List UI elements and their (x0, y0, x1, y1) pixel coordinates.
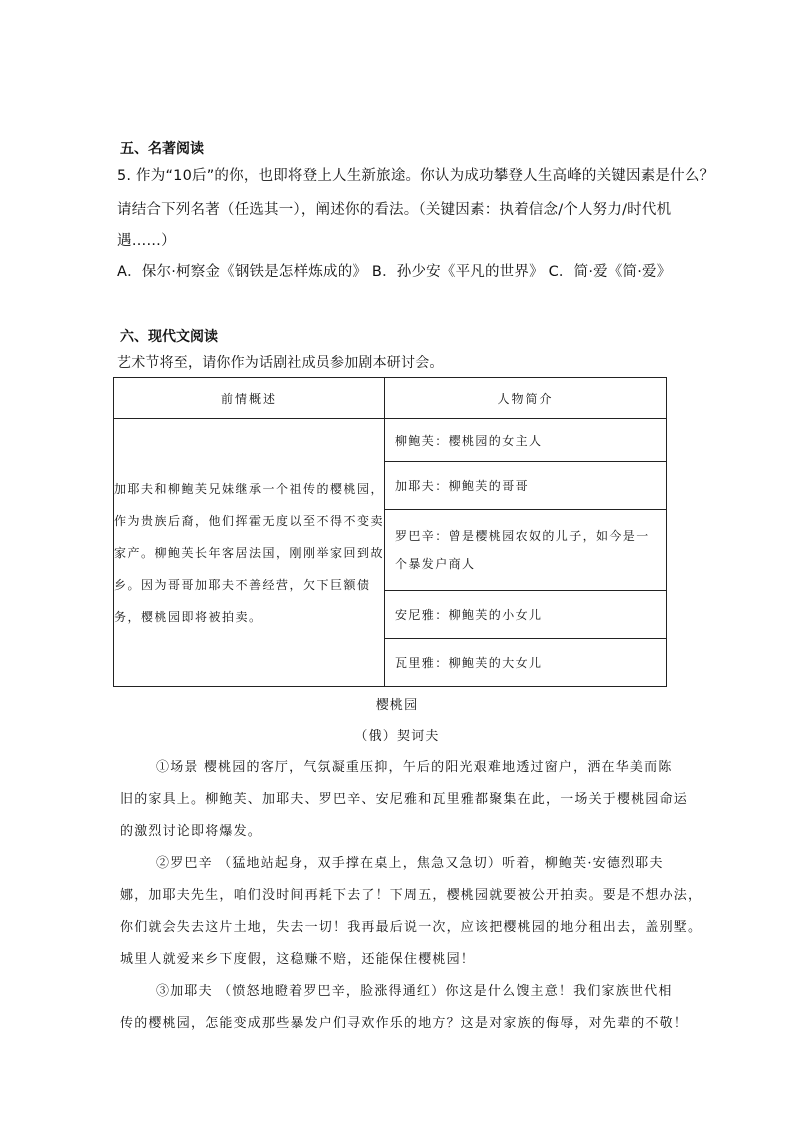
question-line-1: 5. 作为“10后”的你，也即将登上人生新旅途。你认为成功攀登人生高峰的关键因素是什么？ (117, 168, 715, 184)
question-line-2: 请结合下列名著（任选其一），阐述你的看法。（关键因素：执着信念/个人努力/时代机 (117, 202, 672, 218)
play-author: （俄）契诃夫 (354, 729, 440, 744)
character-text: 瓦里雅：柳鲍芙的大女儿 (395, 656, 543, 670)
character-text: 安尼雅：柳鲍芙的小女儿 (395, 608, 543, 622)
paragraph-2-line-3: 你们就会失去这片土地，失去一切！我再最后说一次，应该把樱桃园的地分租出去，盖别墅。 (120, 920, 703, 935)
book-options: A．保尔·柯察金《钢铁是怎样炼成的》 B．孙少安《平凡的世界》 C．简·爱《简·爱》 (117, 264, 672, 280)
character-text: 柳鲍芙：樱桃园的女主人 (395, 433, 543, 448)
character-row (385, 591, 667, 639)
play-title: 樱桃园 (375, 698, 419, 713)
paragraph-2-line-1: ②罗巴辛 （猛地站起身，双手撑在桌上，焦急又急切）听着，柳鲍芙·安德烈耶夫 (156, 856, 664, 871)
paragraph-1-line-3: 的激烈讨论即将爆发。 (120, 824, 263, 839)
character-row (385, 510, 667, 591)
character-row (385, 462, 667, 510)
paragraph-3-line-2: 传的樱桃园，怎能变成那些暴发户们寻欢作乐的地方？这是对家族的侮辱，对先辈的不敬！ (120, 1016, 689, 1031)
character-text: 加耶夫：柳鲍芙的哥哥 (395, 479, 530, 493)
paragraph-2-line-4: 城里人就爱来乡下度假，这稳赚不赔，还能保住樱桃园！ (120, 952, 476, 967)
question-line-3: 遇……） (117, 233, 176, 249)
character-row (385, 639, 667, 687)
section5-heading: 五、名著阅读 (120, 141, 204, 157)
table-header-summary: 前情概述 (114, 378, 385, 419)
paragraph-2-line-2: 娜，加耶夫先生，咱们没时间再耗下去了！下周五，樱桃园就要被公开拍卖。要是不想办法， (120, 888, 703, 903)
section6-intro: 艺术节将至，请你作为话剧社成员参加剧本研讨会。 (117, 355, 444, 371)
section6-heading: 六、现代文阅读 (120, 329, 218, 345)
summary-cell: 加耶夫和柳鲍芙兄妹继承一个祖传的樱桃园，作为贵族后裔，他们挥霍无度以至不得不变卖家产。柳鲍芙长年客居法国，刚刚举家回到故乡。因为哥哥加耶夫不善经营，欠下巨额债务，樱桃园即将被拍卖。 (114, 419, 385, 687)
table-header-characters: 人物简介 (385, 378, 667, 419)
character-row (385, 419, 667, 462)
play-info-table (113, 377, 667, 687)
paragraph-1-line-2: 旧的家具上。柳鲍芙、加耶夫、罗巴辛、安尼雅和瓦里雅都聚集在此，一场关于樱桃园命运 (120, 792, 689, 807)
paragraph-1-line-1: ①场景 樱桃园的客厅，气氛凝重压抑，午后的阳光艰难地透过窗户，洒在华美而陈 (156, 760, 673, 775)
paragraph-3-line-1: ③加耶夫 （愤怒地瞪着罗巴辛，脸涨得通红）你这是什么馊主意！我们家族世代相 (156, 984, 673, 999)
character-text: 罗巴辛：曾是樱桃园农奴的儿子，如今是一个暴发户商人 (395, 529, 650, 571)
